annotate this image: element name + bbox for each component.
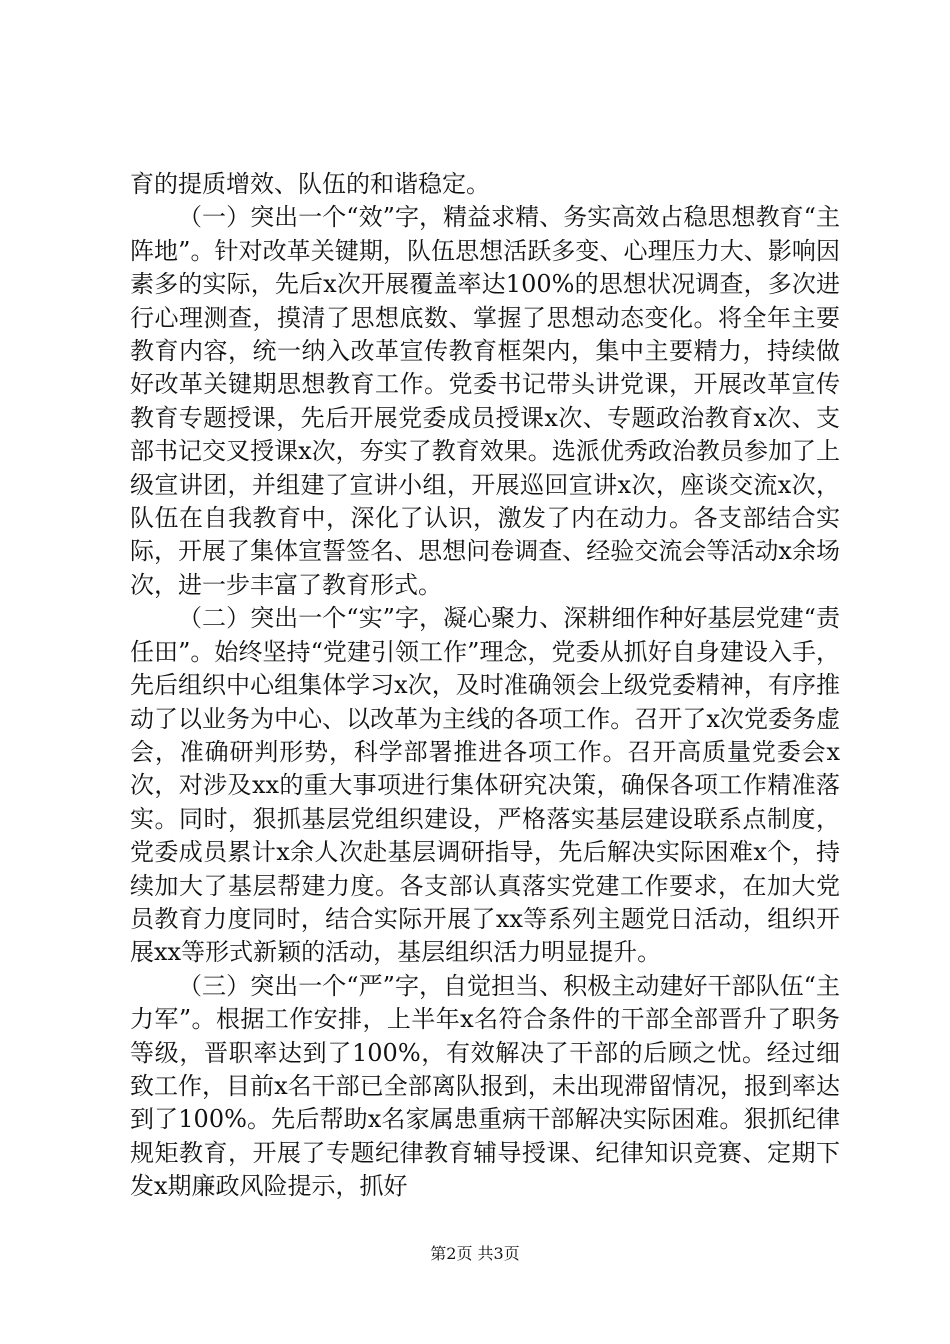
document-body [130,168,840,1204]
paragraph-section-3: （三）突出一个“严”字，自觉担当、积极主动建好干部队伍“主力军”。根据工作安排，上半年x名符合条件的干部全部晋升了职务等级，晋职率达到了100%，有效解决了干部的后顾之忧。经过细致工作，目前x名干部已全部离队报到，未出现滞留情况，报到率达到了100%。先后帮助x名家属患重病干部解决实际困难。狠抓纪律规矩教育，开展了专题纪律教育辅导授课、纪律知识竞赛、定期下发x期廉政风险提示，抓好 [130,971,840,1201]
paragraph-section-2: （二）突出一个“实”字，凝心聚力、深耕细作种好基层党建“责任田”。始终坚持“党建引领工作”理念，党委从抓好自身建设入手，先后组织中心组集体学习x次，及时准确领会上级党委精神，有序推动了以业务为中心、以改革为主线的各项工作。召开了x次党委务虚会，准确研判形势，科学部署推进各项工作。召开高质量党委会x次，对涉及xx的重大事项进行集体研究决策，确保各项工作精准落实。同时，狠抓基层党组织建设，严格落实基层建设联系点制度，党委成员累计x余人次赴基层调研指导，先后解决实际困难x个，持续加大了基层帮建力度。各支部认真落实党建工作要求，在加大党员教育力度同时，结合实际开展了xx等系列主题党日活动，组织开展xx等形式新颖的活动，基层组织活力明显提升。 [130,604,840,967]
paragraph-section-1: （一）突出一个“效”字，精益求精、务实高效占稳思想教育“主阵地”。针对改革关键期，队伍思想活跃多变、心理压力大、影响因素多的实际，先后x次开展覆盖率达100%的思想状况调查，多次进行心理测查，摸清了思想底数、掌握了思想动态变化。将全年主要教育内容，统一纳入改革宣传教育框架内，集中主要精力，持续做好改革关键期思想教育工作。党委书记带头讲党课，开展改革宣传教育专题授课，先后开展党委成员授课x次、专题政治教育x次、支部书记交叉授课x次，夯实了教育效果。选派优秀政治教员参加了上级宣讲团，并组建了宣讲小组，开展巡回宣讲x次，座谈交流x次，队伍在自我教育中，深化了认识，激发了内在动力。各支部结合实际，开展了集体宣誓签名、思想问卷调查、经验交流会等活动x余场次，进一步丰富了教育形式。 [130,203,840,599]
paragraph-continuation: 育的提质增效、队伍的和谐稳定。 [130,170,490,198]
page-footer: 第2页 共3页 [430,1244,520,1263]
